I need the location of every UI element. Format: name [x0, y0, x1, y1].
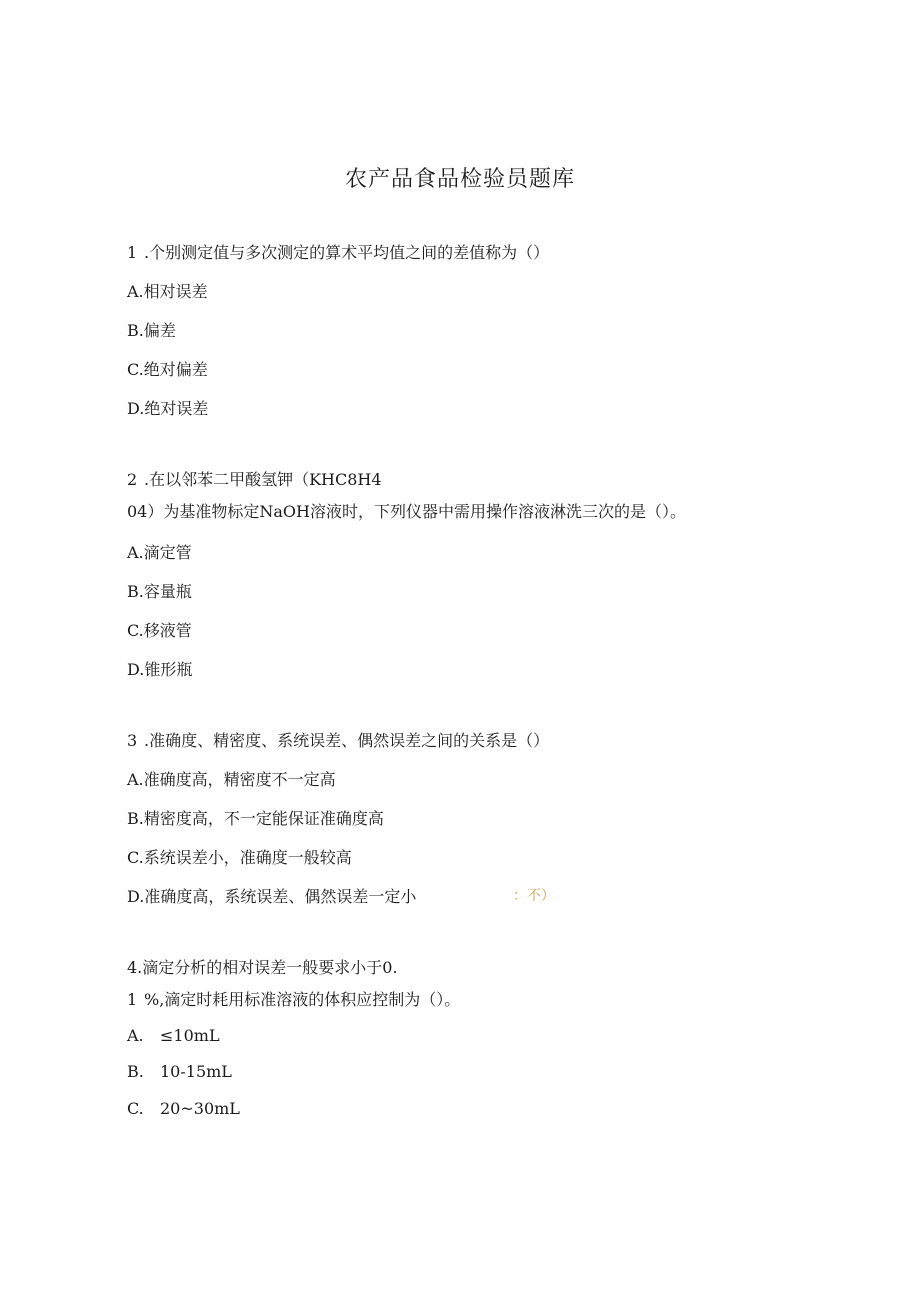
question-3-number: 3: [127, 731, 138, 750]
question-4-continued-number: 1: [127, 990, 138, 1009]
question-2-stem-continued: 04）为基准物标定NaOH溶液时，下列仪器中需用操作溶液淋洗三次的是（）。: [127, 502, 686, 521]
question-2-option-b: B.容量瓶: [127, 582, 192, 601]
question-4-option-c: [127, 1099, 240, 1118]
question-3-option-d: D.准确度高，系统误差、偶然误差一定小: [127, 887, 417, 906]
question-2-option-a: A.滴定管: [127, 543, 192, 562]
question-1-option-a: A.相对误差: [127, 282, 208, 301]
option-value: ≤10mL: [160, 1026, 220, 1045]
question-2-stem: .在以邻苯二甲酸氢钾（KHC8H4: [144, 470, 382, 489]
question-2-number: 2: [127, 470, 138, 489]
question-3-option-c: C.系统误差小，准确度一般较高: [127, 848, 352, 867]
question-2-text: [127, 467, 382, 490]
option-letter: A.: [127, 1026, 144, 1045]
option-value: 20~30mL: [160, 1099, 240, 1118]
margin-note: ：不）: [513, 888, 555, 904]
question-2-option-c: C.移液管: [127, 621, 192, 640]
question-1-stem: .个别测定值与多次测定的算术平均值之间的差值称为（）: [144, 243, 550, 262]
page-title: 农产品食品检验员题库: [344, 167, 575, 192]
question-1-option-b: B.偏差: [127, 321, 176, 340]
question-4-continued-text: %,滴定时耗用标准溶液的体积应控制为（）。: [144, 990, 461, 1009]
question-4-option-a: [127, 1026, 220, 1045]
question-2-option-d: D.锥形瓶: [127, 660, 193, 679]
question-1-option-c: C.绝对偏差: [127, 360, 208, 379]
question-1-text: [127, 240, 549, 263]
question-3-text: [127, 728, 549, 751]
question-4-stem-continued: [127, 987, 460, 1010]
question-4-option-b: [127, 1062, 232, 1081]
option-letter: C.: [127, 1099, 144, 1118]
question-4-text: 4.滴定分析的相对误差一般要求小于0.: [127, 958, 398, 977]
question-1-option-d: D.绝对误差: [127, 399, 209, 418]
question-3-option-a: A.准确度高，精密度不一定高: [127, 770, 336, 789]
option-letter: B.: [127, 1062, 144, 1081]
question-1-number: 1: [127, 243, 138, 262]
question-3-stem: .准确度、精密度、系统误差、偶然误差之间的关系是（）: [144, 731, 550, 750]
option-value: 10-15mL: [160, 1062, 232, 1081]
question-3-option-b: B.精密度高，不一定能保证准确度高: [127, 809, 384, 828]
